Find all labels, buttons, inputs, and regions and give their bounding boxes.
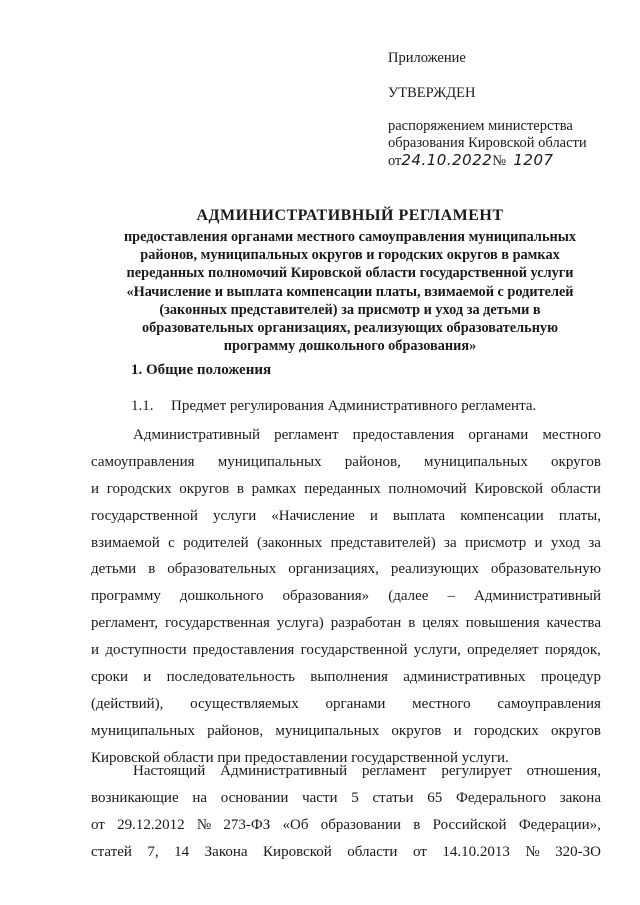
word: «Об bbox=[282, 816, 309, 833]
word: в bbox=[413, 816, 421, 833]
word: Федерации», bbox=[518, 816, 601, 833]
word: сроки bbox=[91, 669, 128, 686]
approval-stamp-block bbox=[388, 50, 628, 170]
word: дошкольного bbox=[179, 588, 264, 605]
word: 320-ЗО bbox=[555, 843, 601, 860]
word: административных bbox=[403, 669, 526, 686]
word: «Начисление bbox=[271, 507, 355, 524]
word: и bbox=[369, 507, 378, 524]
word: 5 bbox=[351, 789, 359, 806]
word: 14 bbox=[174, 843, 190, 860]
word: государственная bbox=[164, 615, 270, 632]
word: определяет bbox=[467, 642, 539, 659]
word: на bbox=[192, 789, 208, 806]
word: округов bbox=[391, 722, 442, 739]
word: представителей) bbox=[330, 534, 436, 551]
word: образовании bbox=[320, 816, 402, 833]
subsection-title: Предмет регулирования Административного регламента. bbox=[171, 398, 537, 414]
word: и bbox=[534, 534, 543, 551]
word: районов, bbox=[207, 722, 264, 739]
word: осуществляемых bbox=[190, 695, 299, 712]
word: Административный bbox=[473, 588, 601, 605]
paragraph-line bbox=[91, 664, 601, 691]
word: – bbox=[447, 588, 455, 605]
word: городских bbox=[106, 480, 172, 497]
word: 29.12.2012 bbox=[117, 816, 185, 833]
paragraph-line bbox=[91, 476, 601, 503]
word: Административный bbox=[220, 763, 348, 779]
order-line-2: образования Кировской области bbox=[388, 135, 587, 151]
word: Федерального bbox=[455, 789, 546, 806]
word: возникающие bbox=[91, 789, 179, 806]
word: Кировской bbox=[263, 843, 332, 860]
word: взимаемой bbox=[91, 534, 160, 551]
word: предоставления bbox=[352, 427, 455, 443]
word: округов bbox=[551, 722, 601, 739]
title-line: (законных представителей) за присмотр и уход за детьми в bbox=[159, 301, 541, 318]
word: повышения bbox=[465, 615, 540, 632]
paragraph-line bbox=[91, 758, 601, 785]
word: регламент bbox=[274, 427, 339, 443]
handwritten-number: 1207 bbox=[513, 151, 554, 169]
word: последовательность bbox=[166, 669, 295, 686]
subsection-number: 1.1. bbox=[131, 398, 154, 414]
word: за bbox=[444, 534, 457, 551]
word: Закона bbox=[204, 843, 248, 860]
document-title bbox=[90, 207, 610, 355]
title-line: переданных полномочий Кировской области государственной услуги bbox=[126, 265, 574, 282]
word: регламент, bbox=[91, 615, 159, 632]
word: Кировской bbox=[474, 480, 544, 497]
word: части bbox=[302, 789, 338, 806]
word: компенсации bbox=[460, 507, 544, 524]
word: процедур bbox=[540, 669, 601, 686]
word: образовательную bbox=[490, 561, 601, 578]
word: уход bbox=[550, 534, 580, 551]
word: от bbox=[91, 816, 105, 833]
word: закона bbox=[559, 789, 601, 806]
word: платы, bbox=[558, 507, 601, 524]
number-sign: № bbox=[492, 153, 507, 169]
word: разработан bbox=[330, 615, 402, 632]
word: городских bbox=[473, 722, 539, 739]
word: программу bbox=[91, 588, 161, 605]
word: муниципальных bbox=[217, 453, 322, 470]
word: в bbox=[148, 561, 156, 578]
word: регулирует bbox=[441, 763, 512, 779]
paragraph-line bbox=[91, 610, 601, 637]
word: регламент bbox=[362, 763, 427, 779]
word: в bbox=[408, 615, 416, 632]
word: организациях, bbox=[288, 561, 379, 578]
order-line-1: распоряжением министерства bbox=[388, 118, 573, 134]
word: и bbox=[453, 722, 462, 739]
word: за bbox=[588, 534, 601, 551]
word: органами bbox=[325, 695, 386, 712]
word: переданных bbox=[304, 480, 381, 497]
word: реализующих bbox=[390, 561, 479, 578]
word: родителей bbox=[183, 534, 249, 551]
word: (действий), bbox=[91, 695, 164, 712]
paragraph-subject bbox=[91, 422, 601, 772]
subsection-heading bbox=[131, 398, 536, 415]
appendix-label: Приложение bbox=[388, 50, 466, 66]
paragraph-line bbox=[91, 530, 601, 557]
word: детьми bbox=[91, 561, 137, 578]
paragraph-line bbox=[91, 691, 601, 718]
approved-label: УТВЕРЖДЕН bbox=[388, 85, 476, 101]
word: образования» bbox=[282, 588, 370, 605]
paragraph-line bbox=[91, 718, 601, 745]
title-heading: АДМИНИСТРАТИВНЫЙ РЕГЛАМЕНТ bbox=[196, 207, 504, 224]
paragraph-line bbox=[91, 503, 601, 530]
word: самоуправления bbox=[497, 695, 601, 712]
paragraph-line bbox=[91, 785, 601, 812]
word: государственной bbox=[91, 507, 198, 524]
word: и bbox=[91, 642, 100, 659]
word: целях bbox=[422, 615, 459, 632]
word: услуги bbox=[212, 507, 257, 524]
word: полномочий bbox=[388, 480, 467, 497]
word: отношения, bbox=[526, 763, 601, 779]
word: 7, bbox=[147, 843, 159, 860]
paragraph-line bbox=[91, 583, 601, 610]
paragraph-line bbox=[91, 839, 601, 866]
word: предоставления bbox=[192, 642, 295, 659]
word: муниципальных bbox=[91, 722, 195, 739]
word: (далее bbox=[388, 588, 429, 605]
paragraph-line bbox=[91, 637, 601, 664]
word: услуга) bbox=[276, 615, 324, 632]
word: качества bbox=[546, 615, 601, 632]
word: образовательных bbox=[167, 561, 277, 578]
word: с bbox=[168, 534, 175, 551]
word: № bbox=[196, 816, 212, 833]
word: муниципальных bbox=[275, 722, 380, 739]
word: выплата bbox=[392, 507, 446, 524]
word: выполнения bbox=[310, 669, 388, 686]
word: Настоящий bbox=[133, 763, 206, 779]
date-prefix: от bbox=[388, 153, 402, 169]
word: (законных bbox=[257, 534, 323, 551]
word: порядок, bbox=[544, 642, 601, 659]
word: доступности bbox=[105, 642, 187, 659]
handwritten-date: 24.10.2022 bbox=[401, 151, 493, 169]
word: услуги, bbox=[413, 642, 461, 659]
word: местного bbox=[542, 427, 601, 443]
paragraph-line bbox=[91, 556, 601, 583]
word: статьи bbox=[372, 789, 414, 806]
word: государственной bbox=[300, 642, 408, 659]
word: в bbox=[236, 480, 244, 497]
paragraph-line bbox=[91, 812, 601, 839]
word: и bbox=[91, 480, 100, 497]
word: от bbox=[412, 843, 427, 860]
word: муниципальных bbox=[424, 453, 528, 470]
paragraph-line bbox=[91, 449, 601, 476]
title-line: районов, муниципальных округов и городских округов в рамках bbox=[140, 247, 560, 264]
word: присмотр bbox=[464, 534, 527, 551]
title-line: предоставления органами местного самоуправления муниципальных bbox=[123, 229, 577, 245]
word: статей bbox=[91, 843, 132, 860]
word: 14.10.2013 bbox=[442, 843, 510, 860]
order-date-line bbox=[388, 152, 628, 170]
word: № bbox=[525, 843, 540, 860]
paragraph-line bbox=[91, 422, 601, 449]
word: 273-ФЗ bbox=[223, 816, 271, 833]
word: основании bbox=[220, 789, 289, 806]
section-heading: 1. Общие положения bbox=[131, 362, 272, 378]
word: Российской bbox=[432, 816, 507, 833]
word: области bbox=[550, 480, 601, 497]
word: и bbox=[143, 669, 152, 686]
word: Кировской области при предоставлении государственной услуги. bbox=[91, 749, 509, 766]
word: местного bbox=[412, 695, 471, 712]
word: органами bbox=[468, 427, 529, 443]
word: Административный bbox=[133, 427, 261, 443]
title-line: программу дошкольного образования» bbox=[223, 338, 477, 355]
title-line: «Начисление и выплата компенсации платы, взимаемой с родителей bbox=[126, 283, 574, 300]
word: округов bbox=[179, 480, 230, 497]
word: округов bbox=[551, 453, 601, 470]
word: районов, bbox=[344, 453, 401, 470]
word: области bbox=[347, 843, 398, 860]
word: самоуправления bbox=[91, 453, 195, 470]
word: 65 bbox=[427, 789, 443, 806]
word: рамках bbox=[251, 480, 297, 497]
title-line: образовательных организациях, реализующих образовательную bbox=[141, 320, 559, 337]
paragraph-regulation bbox=[91, 758, 601, 866]
